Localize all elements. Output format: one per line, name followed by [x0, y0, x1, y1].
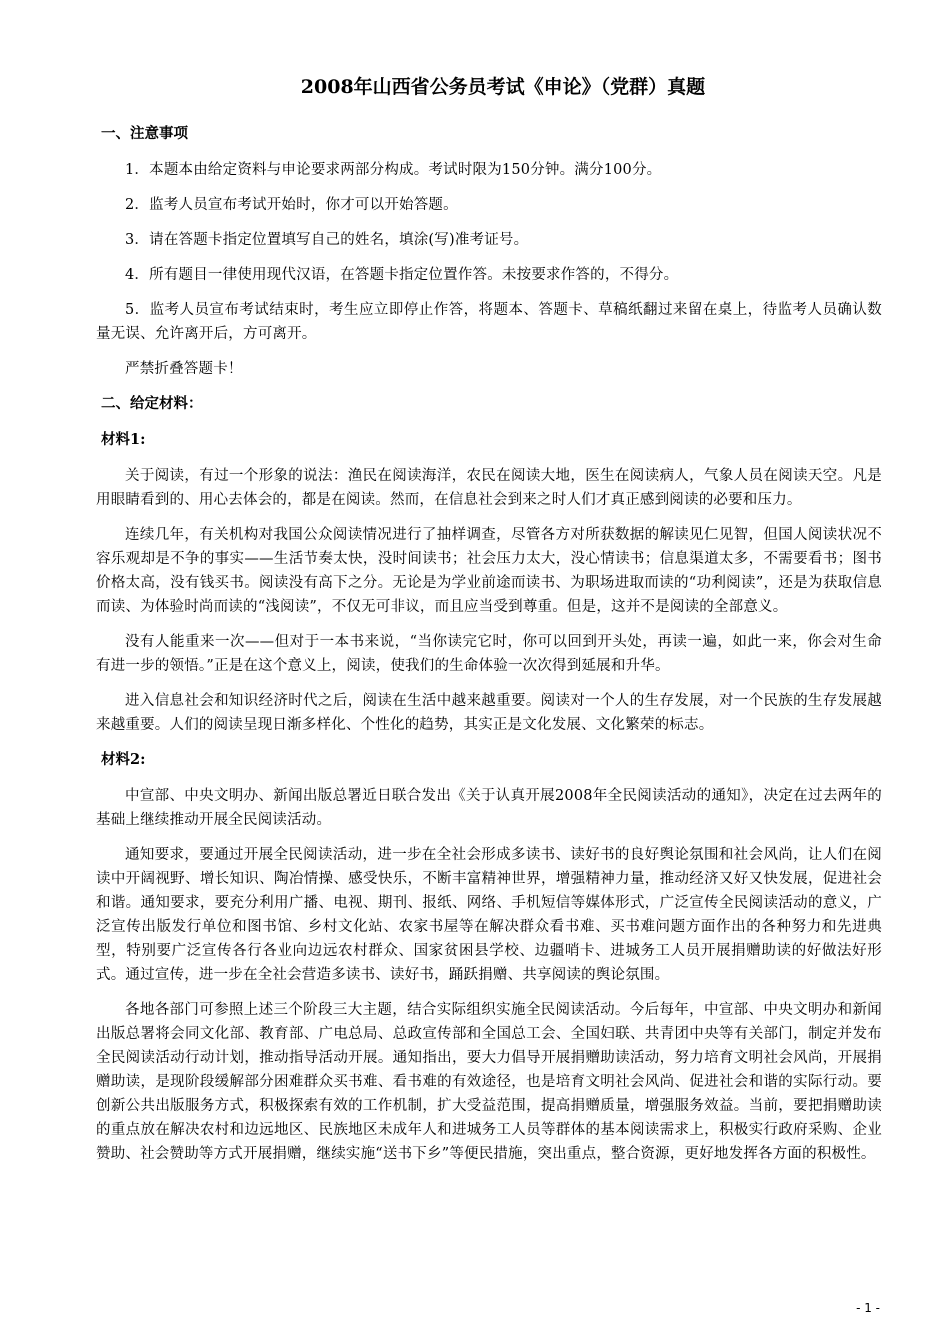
material-1-paragraph-3: 没有人能重来一次——但对于一本书来说，“当你读完它时，你可以回到开头处，再读一遍，如此一来，你会对生命有进一步的领悟。”正是在这个意义上，阅读，使我们的生命体验一次次得到延展和升华。	[96, 634, 882, 674]
section-heading-materials: 二、给定材料：	[101, 395, 203, 412]
material-2-paragraph-2: 通知要求，要通过开展全民阅读活动，进一步在全社会形成多读书、读好书的良好舆论氛围和社会风尚，让人们在阅读中开阔视野、增长知识、陶冶情操、感受快乐，不断丰富精神世界，增强精神力量，推动经济又好又快发展，促进社会和谐。通知要求，要充分利用广播、电视、期刊、报纸、网络、手机短信等媒体形式，广泛宣传全民阅读活动的意义，广泛宣传出版发行单位和图书馆、乡村文化站、农家书屋等在解决群众看书难、买书难问题方面作出的各种努力和先进典型，特别要广泛宣传各行各业向边远农村群众、国家贫困县学校、边疆哨卡、进城务工人员开展捐赠助读的好做法好形式。通过宣传，进一步在全社会营造多读书、读好书，踊跃捐赠、共享阅读的舆论氛围。	[96, 847, 882, 983]
document-title: 2008年山西省公务员考试《申论》（党群）真题	[300, 76, 706, 98]
material-1-paragraph-1: 关于阅读，有过一个形象的说法：渔民在阅读海洋，农民在阅读大地，医生在阅读病人，气象人员在阅读天空。凡是用眼睛看到的、用心去体会的，都是在阅读。然而，在信息社会到来之时人们才真正感到阅读的必要和压力。	[96, 468, 882, 508]
material-1-heading: 材料1:	[101, 431, 146, 448]
material-2-paragraph-3: 各地各部门可参照上述三个阶段三大主题，结合实际组织实施全民阅读活动。今后每年，中宣部、中央文明办和新闻出版总署将会同文化部、教育部、广电总局、总政宣传部和全国总工会、全国妇联、共青团中央等有关部门，制定并发布全民阅读活动行动计划，推动指导活动开展。通知指出，要大力倡导开展捐赠助读活动，努力培育文明社会风尚，开展捐赠助读，是现阶段缓解部分困难群众买书难、看书难的有效途径，也是培育文明社会风尚、促进社会和谐的实际行动。要创新公共出版服务方式，积极探索有效的工作机制，扩大受益范围，提高捐赠质量，增强服务效益。当前，要把捐赠助读的重点放在解决农村和边远地区、民族地区未成年人和进城务工人员等群体的基本阅读需求上，积极实行政府采购、企业赞助、社会赞助等方式开展捐赠，继续实施“送书下乡”等便民措施，突出重点，整合资源，更好地发挥各方面的积极性。	[96, 1002, 882, 1162]
section-heading-notes: 一、注意事项	[101, 125, 188, 142]
page-number: - 1 -	[856, 1301, 880, 1315]
material-1-paragraph-2: 连续几年，有关机构对我国公众阅读情况进行了抽样调查，尽管各方对所获数据的解读见仁见智，但国人阅读状况不容乐观却是不争的事实——生活节奏太快，没时间读书；社会压力太大，没心情读书；信息渠道太多，不需要看书；图书价格太高，没有钱买书。阅读没有高下之分。无论是为学业前途而读书、为职场进取而读的“功利阅读”，还是为获取信息而读、为体验时尚而读的“浅阅读”，不仅无可非议，而且应当受到尊重。但是，这并不是阅读的全部意义。	[96, 527, 882, 615]
note-item-5: 5．监考人员宣布考试结束时，考生应立即停止作答，将题本、答题卡、草稿纸翻过来留在桌上，待监考人员确认数量无误、允许离开后，方可离开。	[96, 302, 882, 342]
note-item-1: 1．本题本由给定资料与申论要求两部分构成。考试时限为150分钟。满分100分。	[125, 162, 662, 178]
warning-text: 严禁折叠答题卡！	[125, 361, 243, 377]
note-item-2: 2．监考人员宣布考试开始时，你才可以开始答题。	[125, 197, 458, 213]
note-item-4: 4．所有题目一律使用现代汉语，在答题卡指定位置作答。未按要求作答的，不得分。	[125, 267, 679, 283]
material-1-paragraph-4: 进入信息社会和知识经济时代之后，阅读在生活中越来越重要。阅读对一个人的生存发展，对一个民族的生存发展越来越重要。人们的阅读呈现日渐多样化、个性化的趋势，其实正是文化发展、文化繁荣的标志。	[96, 693, 882, 733]
material-2-paragraph-1: 中宣部、中央文明办、新闻出版总署近日联合发出《关于认真开展2008年全民阅读活动的通知》，决定在过去两年的基础上继续推动开展全民阅读活动。	[96, 788, 882, 828]
material-2-heading: 材料2:	[101, 751, 146, 768]
note-item-3: 3．请在答题卡指定位置填写自己的姓名，填涂(写)准考证号。	[125, 232, 529, 248]
document-body	[96, 72, 882, 1177]
